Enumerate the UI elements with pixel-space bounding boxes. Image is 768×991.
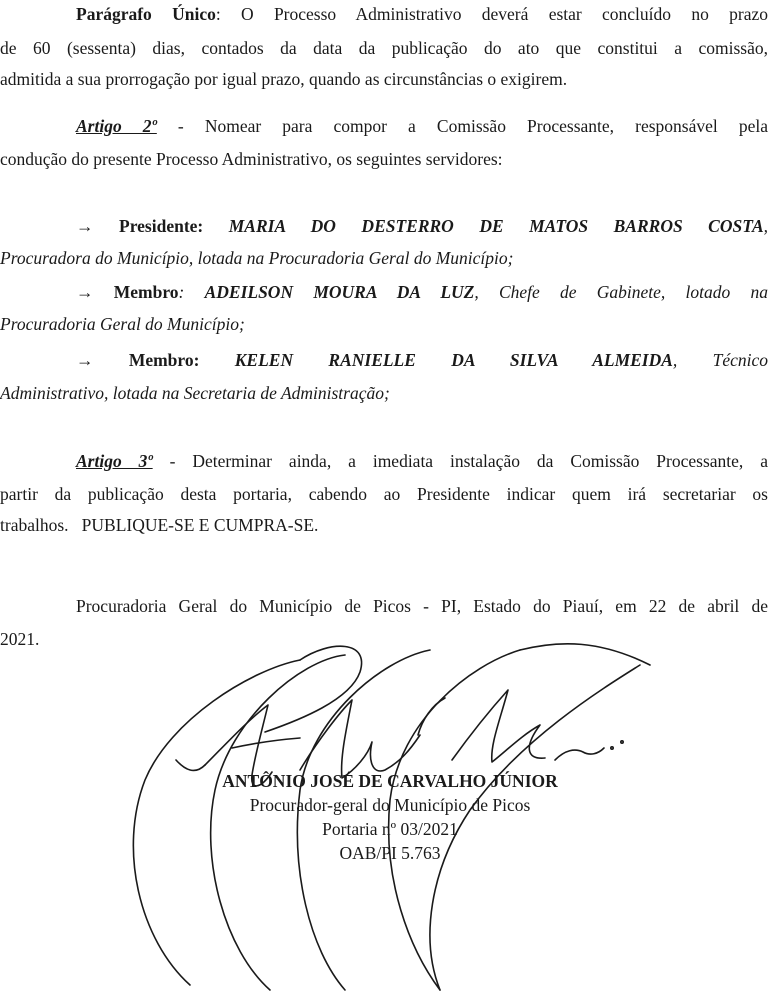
paragrafo-unico-text-1: : O Processo Administrativo deverá estar concluído no prazo (215, 4, 768, 24)
paragrafo-unico-line-3: admitida a sua prorrogação por igual prazo, quando as circunstâncias o exigirem. (0, 69, 568, 89)
member-membro-1-line-2: Procuradoria Geral do Município; (0, 314, 245, 334)
arrow-icon: → (76, 350, 94, 370)
paragrafo-unico-line-2: de 60 (sessenta) dias, contados da data da publicação do ato que constitui a comissão, (0, 38, 768, 58)
signatory-title: Procurador-geral do Município de Picos (249, 795, 531, 815)
member-presidente-line-2: Procuradora do Município, lotada na Procuradoria Geral do Município; (0, 248, 514, 268)
closing-line-2: 2021. (0, 629, 40, 649)
artigo-3-line-3: trabalhos. PUBLIQUE-SE E CUMPRA-SE. (0, 515, 319, 535)
arrow-icon: → (76, 216, 94, 236)
member-name: MARIA DO DESTERRO DE MATOS BARROS COSTA (228, 216, 764, 236)
artigo-3-line-2: partir da publicação desta portaria, cabendo ao Presidente indicar quem irá secretariar os (0, 484, 768, 504)
member-name: KELEN RANIELLE DA SILVA ALMEIDA (234, 350, 673, 370)
paragrafo-unico-line-1 (0, 2, 768, 26)
artigo-2-label: Artigo 2º (76, 116, 157, 136)
closing-line-1: Procuradoria Geral do Município de Picos - PI, Estado do Piauí, em 22 de abril de (76, 596, 768, 616)
member-presidente-line-1 (0, 214, 768, 238)
member-role: Membro (113, 282, 179, 302)
signatory-oab: OAB/PI 5.763 (339, 843, 441, 863)
signatory-portaria: Portaria nº 03/2021 (322, 819, 458, 839)
member-membro-1-line-1: → Membro: ADEILSON MOURA DA LUZ, Chefe de Gabinete, lotado na (76, 282, 768, 302)
member-role: Presidente: (119, 216, 204, 236)
artigo-3-line-1 (0, 449, 768, 473)
artigo-3-text-1: - Determinar ainda, a imediata instalação da Comissão Processante, a (152, 451, 768, 471)
member-membro-2-line-1 (0, 348, 768, 372)
member-desc-1: , Técnico (672, 350, 768, 370)
member-name: ADEILSON MOURA DA LUZ (204, 282, 475, 302)
member-desc-1: , Chefe de Gabinete, lotado na (474, 282, 768, 302)
signatory-name: ANTÔNIO JOSÉ DE CARVALHO JÚNIOR (222, 771, 558, 791)
artigo-2-line-2: condução do presente Processo Administrativo, os seguintes servidores: (0, 149, 503, 169)
member-membro-2-line-2: Administrativo, lotada na Secretaria de Administração; (0, 383, 390, 403)
artigo-2-text-1: - Nomear para compor a Comissão Processante, responsável pela (156, 116, 768, 136)
artigo-3-label: Artigo 3º (76, 451, 153, 471)
member-role: Membro: (128, 350, 200, 370)
artigo-2-line-1 (0, 114, 768, 138)
paragrafo-unico-label: Parágrafo Único (76, 4, 216, 24)
member-desc-1: , (763, 216, 768, 236)
arrow-icon: → (76, 282, 94, 302)
